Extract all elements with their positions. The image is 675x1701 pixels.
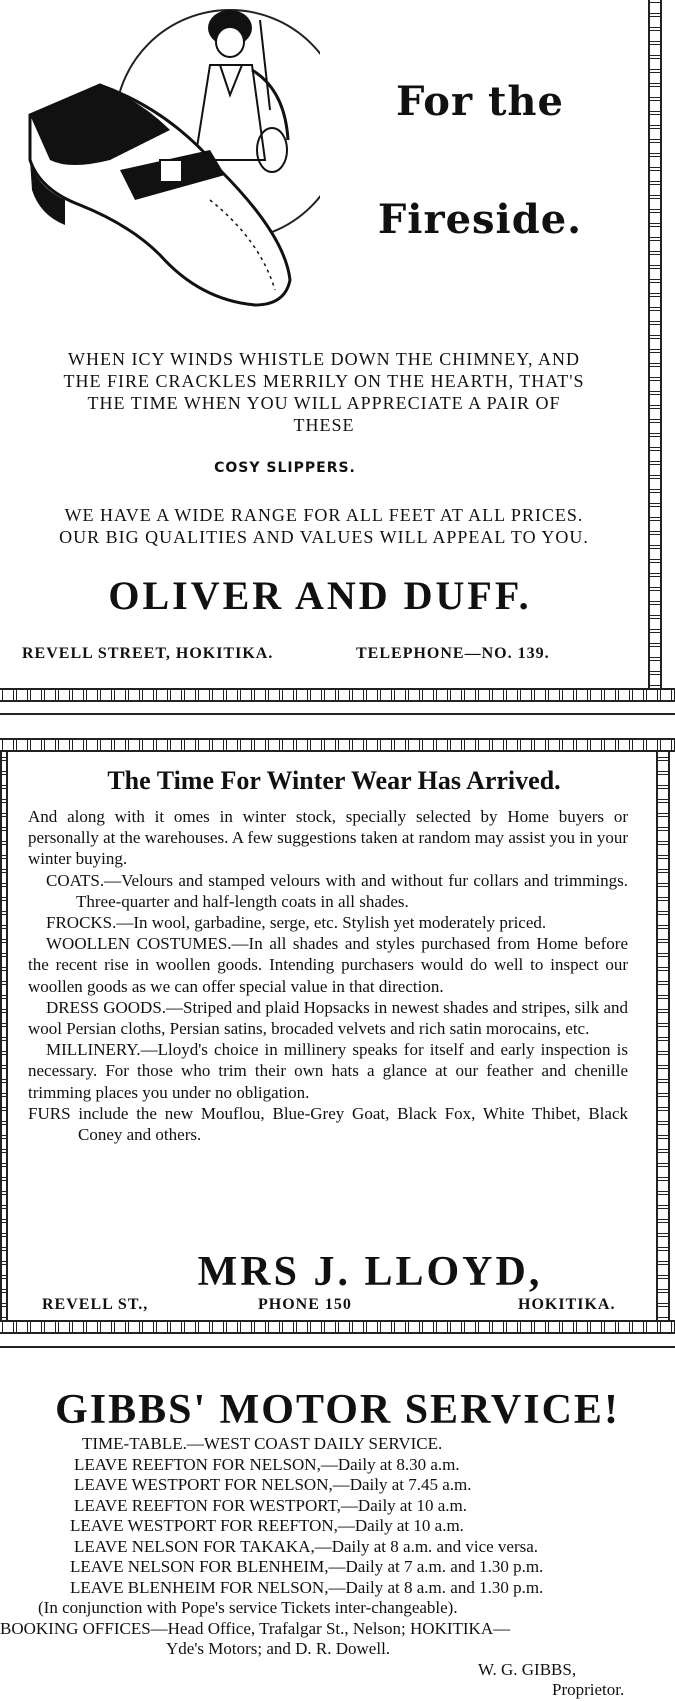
ad3-proprietor: Proprietor. [552, 1680, 625, 1699]
ad1-range-line: OUR BIG QUALITIES AND VALUES WILL APPEAL TO YOU. [59, 527, 589, 547]
ad3-line: LEAVE WESTPORT FOR NELSON,—Daily at 7.45 a.m. [74, 1475, 472, 1494]
ad2-town: HOKITIKA. [518, 1296, 616, 1313]
ad1-range-line: WE HAVE A WIDE RANGE FOR ALL FEET AT ALL PRICES. [64, 505, 584, 525]
ad2-top-border [0, 738, 675, 752]
ad1-right-border [648, 0, 662, 688]
ad2-intro: And along with it omes in winter stock, specially selected by Home buyers or personally at the warehouses. A few suggestions taken at random may assist you in your winter buying. [28, 807, 628, 869]
ad3-subheading: TIME-TABLE.—WEST COAST DAILY SERVICE. [82, 1434, 443, 1453]
ad2-left-border [0, 752, 8, 1320]
ad3-line: LEAVE BLENHEIM FOR NELSON,—Daily at 8 a.m. and 1.30 p.m. [70, 1577, 544, 1597]
ad1-heading-line1: For the [396, 78, 564, 125]
shoe-lady-illustration [20, 0, 320, 330]
ad1-intro-line: THE TIME WHEN YOU WILL APPRECIATE A PAIR OF [87, 393, 561, 413]
ad1-telephone: TELEPHONE—NO. 139. [356, 645, 550, 662]
ad2-heading: The Time For Winter Wear Has Arrived. [107, 766, 561, 795]
ad1-intro [14, 348, 634, 436]
ad3-signature: W. G. GIBBS, [478, 1659, 577, 1679]
ad1-intro-line: WHEN ICY WINDS WHISTLE DOWN THE CHIMNEY, AND [68, 349, 580, 369]
ad3-line: LEAVE REEFTON FOR NELSON,—Daily at 8.30 a.m. [74, 1454, 460, 1474]
ad3-conjunction: (In conjunction with Pope's service Tickets inter-changeable). [38, 1598, 458, 1617]
ad1-range [14, 504, 634, 548]
ad1-intro-line: THE FIRE CRACKLES MERRILY ON THE HEARTH, THAT'S [63, 371, 585, 391]
ad3-booking-line2: Yde's Motors; and D. R. Dowell. [166, 1639, 391, 1658]
divider-2 [0, 1346, 675, 1348]
ad1-bottom-border [0, 688, 675, 702]
ad3-timetable [0, 1434, 675, 1701]
ad2-phone: PHONE 150 [258, 1296, 352, 1313]
ad2-right-border [656, 752, 670, 1320]
ad2-body [28, 806, 628, 1145]
ad2-firm-name: MRS J. LLOYD, [197, 1249, 543, 1295]
ad3-line: LEAVE WESTPORT FOR REEFTON,—Daily at 10 a.m. [70, 1516, 464, 1535]
ad2-item-frocks: FROCKS.—In wool, garbadine, serge, etc. Stylish yet moderately priced. [46, 913, 547, 933]
ad1-intro-line: THESE [293, 415, 355, 435]
ad2-item-dress: DRESS GOODS.—Striped and plaid Hopsacks in newest shades and stripes, silk and wool Persian cloths, Persian satins, brocaded velvets and rich satin morocains, etc. [28, 997, 628, 1039]
ad2-item-millinery: MILLINERY.—Lloyd's choice in millinery speaks for itself and early inspection is necessary. For those who trim their own hats a glance at our feather and chenille trimming places you under no obligation. [28, 1040, 628, 1102]
ad1-address: REVELL STREET, HOKITIKA. [22, 645, 274, 662]
ad2-street: REVELL ST., [42, 1296, 149, 1313]
ad1-product: COSY SLIPPERS. [214, 460, 356, 476]
ad2-item-woollen: WOOLLEN COSTUMES.—In all shades and styles purchased from Home before the recent rise in woollen goods. Intending purchasers would do well to inspect our woollen goods as we can offer special value in that direction. [28, 934, 628, 996]
ad3-booking-line1: BOOKING OFFICES—Head Office, Trafalgar St., Nelson; HOKITIKA— [0, 1618, 511, 1638]
ad1-firm-name: OLIVER AND DUFF. [108, 573, 532, 618]
ad3-line: LEAVE NELSON FOR BLENHEIM,—Daily at 7 a.m. and 1.30 p.m. [70, 1557, 544, 1576]
ad1-heading-line2: Fireside. [377, 196, 583, 243]
ad2-item-furs: FURS include the new Mouflou, Blue-Grey Goat, Black Fox, White Thibet, Black Coney and others. [28, 1103, 628, 1145]
divider-1 [0, 713, 675, 715]
ad3-line: LEAVE REEFTON FOR WESTPORT,—Daily at 10 a.m. [74, 1495, 467, 1515]
ad2-bottom-border [0, 1320, 675, 1334]
ad3-heading: GIBBS' MOTOR SERVICE! [55, 1387, 620, 1433]
ad2-item-coats: COATS.—Velours and stamped velours with and without fur collars and trimmings. Three-quarter and half-length coats in all shades. [46, 870, 628, 911]
ad3-line: LEAVE NELSON FOR TAKAKA,—Daily at 8 a.m. and vice versa. [74, 1536, 539, 1556]
